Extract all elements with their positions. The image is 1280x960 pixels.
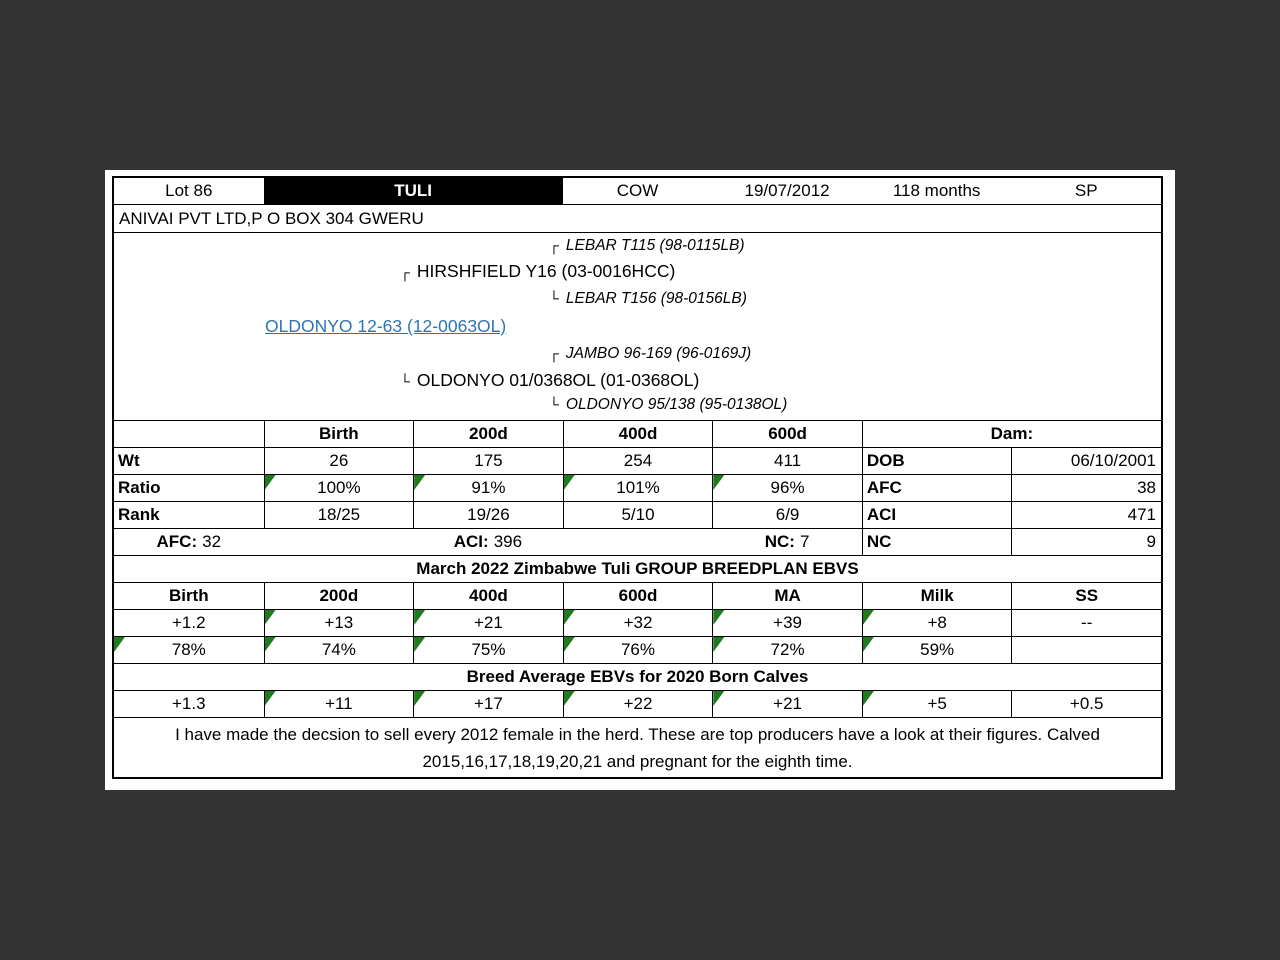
ebv-title: March 2022 Zimbabwe Tuli GROUP BREEDPLAN EBVS xyxy=(114,556,1161,583)
rank-row xyxy=(114,502,1161,529)
pedigree-tree xyxy=(114,233,1161,421)
afc-summary xyxy=(114,529,264,555)
breed-banner: TULI xyxy=(264,178,563,204)
ebv-values-row xyxy=(114,610,1161,637)
avg-birth: +1.3 xyxy=(172,694,206,713)
dam-afc-label: AFC xyxy=(862,475,1012,501)
ebv-value-400d: +21 xyxy=(413,610,563,636)
lot-header-row xyxy=(114,178,1161,205)
dam-nc-label: NC xyxy=(862,529,1012,555)
dam-nc-value: 9 xyxy=(1011,529,1161,555)
ebv-value-ss: -- xyxy=(1011,610,1161,636)
ebv-acc-200d: 74% xyxy=(264,637,414,663)
ebv-value-birth: +1.2 xyxy=(172,613,206,632)
empty-cell xyxy=(264,529,414,555)
summary-row xyxy=(114,529,1161,556)
seller-note xyxy=(114,718,1161,777)
aci-summary-value: 396 xyxy=(493,532,523,551)
performance-header-row xyxy=(114,421,1161,448)
ebv-acc-birth: 78% xyxy=(114,637,264,663)
avg-ma: +21 xyxy=(712,691,862,717)
ebv-value-200d: +13 xyxy=(264,610,414,636)
owner-line: ANIVAI PVT LTD,P O BOX 304 GWERU xyxy=(119,208,424,228)
wt-400d-value: 254 xyxy=(563,448,713,474)
nc-summary-label: NC: xyxy=(764,532,795,551)
ratio-row xyxy=(114,475,1161,502)
birth-date-label: 19/07/2012 xyxy=(744,181,830,200)
ebv-value-ma: +39 xyxy=(712,610,862,636)
ebv-acc-ss xyxy=(1011,637,1161,663)
tree-bracket-top-icon: ┌ xyxy=(400,264,410,280)
rank-600d-value: 6/9 xyxy=(712,502,862,528)
dam-afc-value: 38 xyxy=(1011,475,1161,501)
ebv-col-400d: 400d xyxy=(413,583,563,609)
ebv-acc-600d: 76% xyxy=(563,637,713,663)
tree-bracket-bottom-icon: └ xyxy=(549,290,559,306)
dam-aci-value: 471 xyxy=(1011,502,1161,528)
row-label-rank: Rank xyxy=(118,505,160,524)
seller-note-line2: 2015,16,17,18,19,20,21 and pregnant for the eighth time. xyxy=(422,751,853,771)
dam-dam-name: └ OLDONYO 95/138 (95-0138OL) xyxy=(549,396,788,413)
avg-200d: +11 xyxy=(264,691,414,717)
ebv-col-200d: 200d xyxy=(264,583,414,609)
breed-average-title: Breed Average EBVs for 2020 Born Calves xyxy=(114,664,1161,691)
wt-200d-value: 175 xyxy=(413,448,563,474)
afc-summary-value: 32 xyxy=(202,532,222,551)
col-header-600d: 600d xyxy=(712,421,862,447)
afc-summary-label: AFC: xyxy=(156,532,198,551)
ratio-200d-value: 91% xyxy=(413,475,563,501)
col-header-400d: 400d xyxy=(563,421,713,447)
rank-400d-value: 5/10 xyxy=(563,502,713,528)
wt-row xyxy=(114,448,1161,475)
ratio-600d-value: 96% xyxy=(712,475,862,501)
lot-document xyxy=(112,176,1163,779)
dam-sire-name: ┌ JAMBO 96-169 (96-0169J) xyxy=(549,345,752,362)
ebv-value-milk: +8 xyxy=(862,610,1012,636)
ebv-acc-ma: 72% xyxy=(712,637,862,663)
wt-birth-value: 26 xyxy=(264,448,414,474)
dam-dob-value: 06/10/2001 xyxy=(1011,448,1161,474)
tree-bracket-bottom-icon: └ xyxy=(400,373,410,389)
empty-cell xyxy=(563,529,713,555)
empty-corner-cell xyxy=(114,421,264,447)
sire-sire-name: ┌ LEBAR T115 (98-0115LB) xyxy=(549,237,745,254)
sex-label: COW xyxy=(616,181,659,200)
animal-name-link[interactable]: OLDONYO 12-63 (12-0063OL) xyxy=(265,316,507,336)
sire-name: ┌ HIRSHFIELD Y16 (03-0016HCC) xyxy=(400,261,676,281)
sire-dam-name: └ LEBAR T156 (98-0156LB) xyxy=(549,290,747,307)
col-header-birth: Birth xyxy=(264,421,414,447)
rank-200d-value: 19/26 xyxy=(413,502,563,528)
ebv-acc-milk: 59% xyxy=(862,637,1012,663)
row-label-ratio: Ratio xyxy=(118,478,161,497)
ebv-header-row xyxy=(114,583,1161,610)
ebv-col-birth: Birth xyxy=(168,586,209,605)
tree-bracket-top-icon: ┌ xyxy=(549,237,559,253)
breed-average-row xyxy=(114,691,1161,718)
row-label-wt: Wt xyxy=(118,451,140,470)
status-label: SP xyxy=(1074,181,1098,200)
avg-milk: +5 xyxy=(862,691,1012,717)
tree-bracket-top-icon: ┌ xyxy=(549,345,559,361)
avg-600d: +22 xyxy=(563,691,713,717)
ebv-col-600d: 600d xyxy=(563,583,713,609)
dam-name: └ OLDONYO 01/0368OL (01-0368OL) xyxy=(400,370,700,390)
ebv-col-ss: SS xyxy=(1011,583,1161,609)
dam-dob-label: DOB xyxy=(862,448,1012,474)
ebv-col-milk: Milk xyxy=(862,583,1012,609)
col-header-200d: 200d xyxy=(413,421,563,447)
wt-600d-value: 411 xyxy=(712,448,862,474)
ebv-acc-400d: 75% xyxy=(413,637,563,663)
age-label: 118 months xyxy=(892,181,981,200)
ratio-birth-value: 100% xyxy=(264,475,414,501)
aci-summary xyxy=(413,529,563,555)
ratio-400d-value: 101% xyxy=(563,475,713,501)
lot-number: Lot 86 xyxy=(165,181,213,200)
rank-birth-value: 18/25 xyxy=(264,502,414,528)
catalog-page xyxy=(105,170,1175,790)
dam-aci-label: ACI xyxy=(862,502,1012,528)
owner-row xyxy=(114,205,1161,233)
tree-bracket-bottom-icon: └ xyxy=(549,396,559,412)
avg-ss: +0.5 xyxy=(1011,691,1161,717)
ebv-col-ma: MA xyxy=(712,583,862,609)
ebv-accuracy-row xyxy=(114,637,1161,664)
animal-name-line xyxy=(265,316,506,337)
nc-summary xyxy=(712,529,862,555)
ebv-value-600d: +32 xyxy=(563,610,713,636)
nc-summary-value: 7 xyxy=(799,532,810,551)
avg-400d: +17 xyxy=(413,691,563,717)
aci-summary-label: ACI: xyxy=(453,532,489,551)
col-header-dam: Dam: xyxy=(862,421,1161,447)
seller-note-line1: I have made the decsion to sell every 2012 female in the herd. These are top producers have a look at their figures. Calved xyxy=(175,724,1100,744)
